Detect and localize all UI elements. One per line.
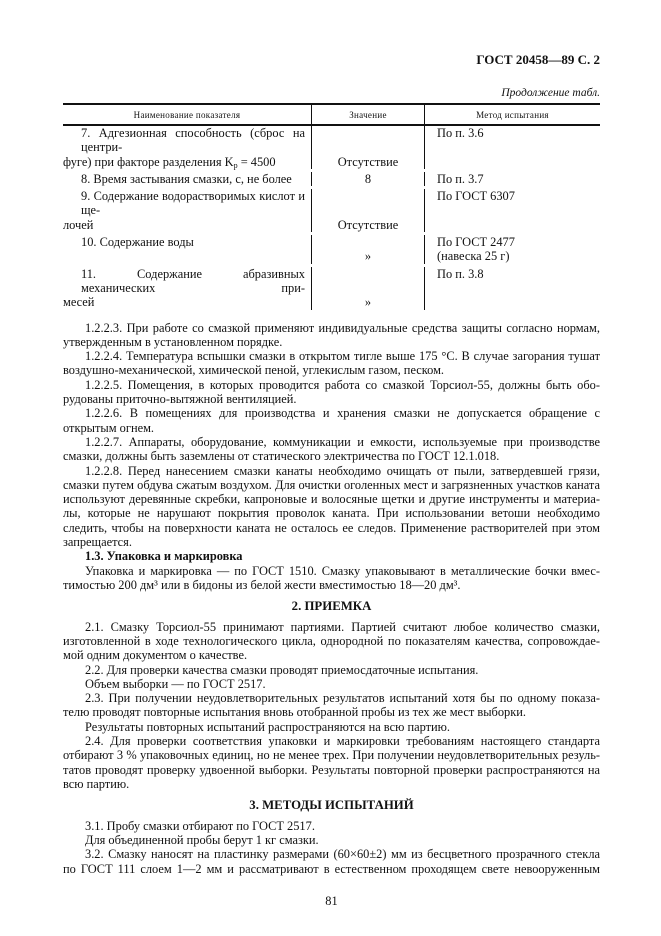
text-line: лы, которые не нарушают покрытия проволок каната. При использовании ветоши необходимо (63, 506, 600, 521)
paragraph-2-1 (63, 620, 600, 663)
row-method: (навеска 25 г) (437, 249, 510, 264)
text-line: всю партию. (63, 776, 130, 791)
paragraph-2-3-results: Результаты повторных испытаний распространяются на всю партию. (85, 719, 451, 734)
paragraph-1-2-2-6 (63, 406, 600, 435)
section-heading-2: 2. ПРИЕМКА (291, 598, 372, 613)
column-header-value: Значение (311, 105, 424, 124)
text-line: следить, чтобы на поверхности каната не осталось ее следов. Применение растворителей при этом (63, 520, 600, 535)
paragraph-3-1-sample: Для объединенной пробы берут 1 кг смазки. (85, 833, 319, 848)
text-line: используют деревянные скребки, капроновые и волосяные щетки и другие инструменты и материа- (63, 492, 600, 507)
document-body (63, 321, 600, 876)
row-method: По п. 3.6 (437, 126, 484, 140)
text-line: телю проводят повторные испытания вновь отобранной пробы из тех же мест выборки. (63, 705, 526, 720)
row-method: По ГОСТ 6307 (437, 189, 515, 204)
text-line: рудованы приточно-вытяжной вентиляцией. (63, 392, 297, 407)
paragraph-1-2-2-8 (63, 464, 600, 550)
table-header (63, 105, 600, 126)
paragraph-1-2-2-4 (63, 349, 600, 378)
text-line: татов проводят проверку удвоенной выборки. Результаты повторной проверки распространяются на (63, 762, 600, 777)
row-value: » (311, 267, 424, 310)
table-row (63, 126, 600, 172)
text-line: 2.1. Смазку Торсиол-55 принимают партиями. Партией считают любое количество смазки, (85, 619, 600, 634)
column-header-name: Наименование показателя (133, 109, 241, 120)
text-line: смазки, должны быть заземлены от статического электричества по ГОСТ 12.1.018. (63, 449, 500, 464)
text-line: 1.2.2.5. Помещения, в которых проводится работа со смазкой Торсиол-55, должны быть обо- (85, 377, 600, 392)
row-name-line: месей (63, 295, 95, 310)
text-line: отбирают 3 % упаковочных единиц, но не менее трех. При получении неудовлетворительных резуль- (63, 748, 600, 763)
paragraph-1-3 (63, 564, 600, 593)
paragraph-1-2-2-3 (63, 321, 600, 350)
text-line: воздушно-механической, химической пеной, углекислым газом, песком. (63, 363, 445, 378)
paragraph-1-2-2-7 (63, 435, 600, 464)
row-name-text: фуге) при факторе разделения K (63, 154, 234, 169)
row-name-line (63, 155, 311, 169)
text-line: утвержденным в установленном порядке. (63, 334, 283, 349)
text-line: 1.2.2.8. Перед нанесением смазки канаты необходимо очищать от пыли, затвердевшей грязи, (85, 463, 600, 478)
text-line: тимостью 200 дм³ или в бидоны из белой жести вместимостью 18—20 дм³. (63, 577, 461, 592)
text-line: смазки путем обдува сжатым воздухом. Для очистки оголенных мест и загрязненных участков каната (63, 477, 600, 492)
row-name-line: лочей (63, 217, 94, 232)
table-row (63, 172, 600, 189)
row-method: По п. 3.7 (437, 171, 484, 186)
row-name-line: 11. Содержание абразивных механических при- (81, 266, 305, 295)
row-value: » (311, 235, 424, 264)
row-value: Отсутствие (311, 126, 424, 169)
table-row (63, 267, 600, 313)
text-line: 1.2.2.3. При работе со смазкой применяют индивидуальные средства защиты согласно нормам, (85, 320, 600, 335)
properties-table (63, 103, 600, 313)
text-line: Упаковка и маркировка — по ГОСТ 1510. Смазку упаковывают в металлические бочки вмес- (85, 563, 600, 578)
page-number: 81 (325, 893, 338, 908)
subsection-heading-1-3: 1.3. Упаковка и маркировка (85, 549, 243, 564)
row-name-line: 7. Адгезионная способность (сброс на центри- (81, 126, 305, 155)
paragraph-3-2 (63, 847, 600, 876)
text-line: 2.4. Для проверки соответствия упаковки и маркировки требованиям настоящего стандарта (85, 734, 600, 749)
text-line: 1.2.2.6. В помещениях для производства и хранения смазки не допускается обращение с (85, 406, 600, 421)
text-line: 1.2.2.4. Температура вспышки смазки в открытом тигле выше 175 °С. В случае загорания тушат (85, 349, 600, 364)
row-value: Отсутствие (311, 189, 424, 232)
table-row (63, 189, 600, 235)
row-name-line: 8. Время застывания смазки, с, не более (81, 171, 292, 186)
row-method: По п. 3.8 (437, 266, 484, 281)
table-continuation-label: Продолжение табл. (501, 87, 600, 99)
document-page (63, 52, 600, 908)
text-line: 3.2. Смазку наносят на пластинку размерами (60×60±2) мм из бесцветного прозрачного стекла (85, 847, 600, 862)
table-row (63, 235, 600, 267)
row-name-line: 10. Содержание воды (81, 235, 194, 250)
section-heading-3: 3. МЕТОДЫ ИСПЫТАНИЙ (249, 797, 414, 812)
text-line: 2.3. При получении неудовлетворительных результатов испытаний хотя бы по одному показа- (85, 691, 600, 706)
column-header-method: Метод испытания (424, 105, 600, 124)
row-value: 8 (311, 172, 424, 186)
paragraph-3-1: 3.1. Пробу смазки отбирают по ГОСТ 2517. (85, 818, 315, 833)
row-name-subscript: р (233, 160, 238, 170)
paragraph-2-4 (63, 734, 600, 791)
paragraph-2-2: 2.2. Для проверки качества смазки проводят приемосдаточные испытания. (85, 662, 479, 677)
text-line: запрещается. (63, 535, 132, 550)
running-header: ГОСТ 20458—89 С. 2 (476, 52, 600, 67)
text-line: 1.2.2.7. Аппараты, оборудование, коммуникации и емкости, используемые при производстве (85, 434, 600, 449)
text-line: мой одним документом о качестве. (63, 648, 248, 663)
paragraph-2-3 (63, 691, 600, 720)
row-method: По ГОСТ 2477 (437, 235, 515, 250)
paragraph-2-2-sample: Объем выборки — по ГОСТ 2517. (85, 676, 266, 691)
row-name-line: 9. Содержание водорастворимых кислот и ще- (81, 189, 305, 218)
text-line: открытым огнем. (63, 420, 155, 435)
paragraph-1-2-2-5 (63, 378, 600, 407)
row-name-text: = 4500 (237, 154, 276, 169)
text-line: по ГОСТ 111 слоем 1—2 мм и рассматривают в естественном проходящем свете невооруженным (63, 861, 600, 876)
text-line: изготовленной в ходе технологического цикла, однородной по показателям качества, сопровождае- (63, 633, 600, 648)
